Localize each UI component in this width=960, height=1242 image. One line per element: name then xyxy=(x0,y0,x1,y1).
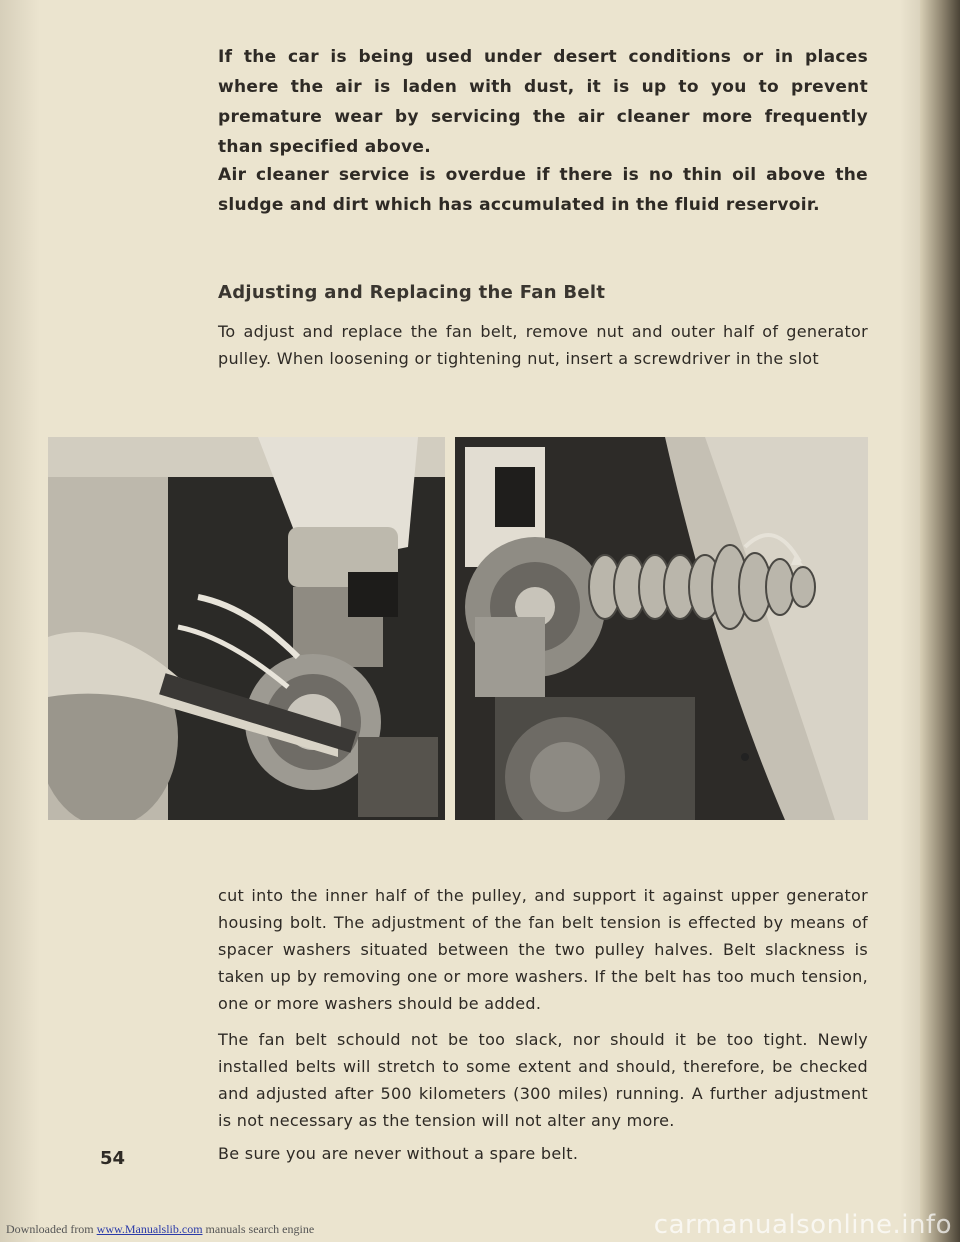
continuation-paragraph: cut into the inner half of the pulley, and support it against upper generator housing bolt. The adjustment of the fan belt tension is effected by means of spacer washers situated between the two pulley halves. Belt slackness is taken up by removing one or more washers. If the belt has too much tension, one or more washers should be added. xyxy=(218,886,868,1013)
section-heading: Adjusting and Replacing the Fan Belt xyxy=(218,282,606,303)
manualslib-link[interactable]: www.Manualslib.com xyxy=(96,1222,203,1236)
engine-photo-left xyxy=(48,437,445,820)
download-footer xyxy=(6,1222,314,1237)
continuation-paragraph-block xyxy=(218,882,868,1017)
slack-paragraph-block xyxy=(218,1026,868,1134)
engine-photo-left-art xyxy=(48,437,445,820)
spare-paragraph: Be sure you are never without a spare belt. xyxy=(218,1144,579,1163)
watermark-right: carmanualsonline.info xyxy=(653,1210,952,1240)
page-edge-shadow xyxy=(920,0,960,1242)
pulley-photo-right-art xyxy=(455,437,868,820)
overdue-paragraph-block xyxy=(218,160,868,220)
desert-paragraph: If the car is being used under desert conditions or in places where the air is laden with dust, it is up to you to prevent premature wear by servicing the air cleaner more frequently than specified above. xyxy=(218,47,868,157)
spare-paragraph-block xyxy=(218,1140,868,1167)
footer-suffix: manuals search engine xyxy=(202,1222,315,1236)
intro-paragraph: To adjust and replace the fan belt, remove nut and outer half of generator pulley. When loosening or tightening nut, insert a screwdriver in the slot xyxy=(218,322,868,368)
desert-paragraph-block xyxy=(218,42,868,162)
page-number: 54 xyxy=(100,1148,126,1169)
section-heading-block xyxy=(218,282,868,303)
intro-paragraph-block xyxy=(218,318,868,372)
slack-paragraph: The fan belt schould not be too slack, nor should it be too tight. Newly installed belts will stretch to some extent and should, therefore, be checked and adjusted after 500 kilometers (300 miles) running. A further adjustment is not necessary as the tension will not alter any more. xyxy=(218,1030,868,1130)
overdue-paragraph: Air cleaner service is overdue if there is no thin oil above the sludge and dirt which has accumulated in the fluid reservoir. xyxy=(218,165,868,215)
pulley-photo-right xyxy=(455,437,868,820)
footer-prefix: Downloaded from xyxy=(6,1222,97,1236)
